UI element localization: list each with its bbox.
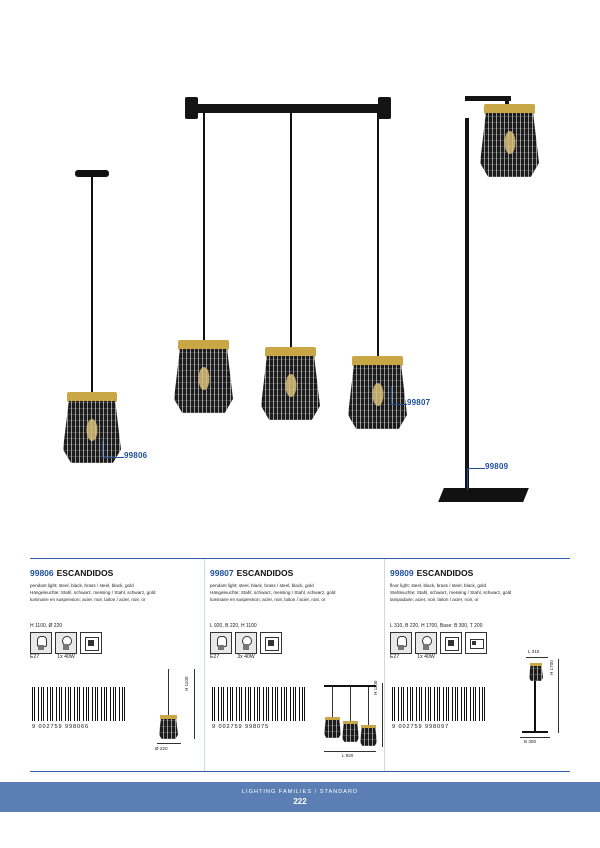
callout-99807 (407, 398, 430, 407)
code-number: 99809 (390, 568, 414, 578)
callout-label: 99809 (485, 462, 509, 471)
icon-labels (30, 654, 75, 660)
wattage-label: 1x 40W (417, 654, 435, 660)
shade-cage-3 (348, 365, 407, 429)
shade-cage (63, 401, 121, 463)
specification-table (30, 558, 570, 772)
product-code (30, 559, 200, 578)
code-number: 99807 (210, 568, 234, 578)
shade-cage (480, 113, 539, 177)
description-en: pendant light; steel, black, brass / steel, black, gold (210, 583, 314, 588)
icon-row (390, 632, 487, 654)
protection-class-icon (260, 632, 282, 654)
family-name: ESCANDIDOS (236, 568, 294, 578)
product-code (390, 559, 570, 578)
lamp-socket-icon (390, 632, 412, 654)
icon-labels (390, 654, 435, 660)
wattage-label: 1x 40W (57, 654, 75, 660)
dimensions: L 310, B 220, H 1700, Base: B 300, T 200 (390, 623, 483, 629)
code-number: 99806 (30, 568, 54, 578)
callout-label: 99806 (124, 451, 148, 460)
callout-99809 (485, 462, 508, 471)
product-column-99809 (390, 559, 570, 771)
switch-icon (465, 632, 487, 654)
bar-end-right (378, 97, 391, 119)
mounting-bar (188, 104, 388, 113)
socket-label: E27 (390, 654, 400, 660)
socket-label: E27 (210, 654, 220, 660)
icon-row (30, 632, 102, 654)
suspension-rod-1 (203, 112, 205, 340)
bulb-2 (285, 374, 296, 397)
lamp-socket-icon (30, 632, 52, 654)
shade-top-ring-3 (352, 356, 403, 366)
bulb-wattage-icon (55, 632, 77, 654)
barcode-number: 9 002759 998097 (392, 724, 450, 730)
bulb-wattage-icon (235, 632, 257, 654)
wattage-label: 3x 40W (237, 654, 255, 660)
icon-row (210, 632, 282, 654)
suspension-rod-3 (377, 112, 379, 356)
barcode-number: 9 002759 998075 (212, 724, 270, 730)
bulb-3 (372, 383, 383, 406)
family-name: ESCANDIDOS (56, 568, 114, 578)
suspension-rod-2 (290, 112, 292, 347)
dimension-drawing-99807: H 1100 L 920 (318, 667, 388, 749)
callout-99806 (124, 451, 147, 460)
callout-label: 99807 (407, 398, 431, 407)
protection-class-icon (80, 632, 102, 654)
bulb-wattage-icon (415, 632, 437, 654)
footer-title: LIGHTING FAMILIES / STANDARD (241, 788, 359, 795)
bar-end-left (185, 97, 198, 119)
shade-top-ring-1 (178, 340, 229, 350)
shade-top-ring-2 (265, 347, 316, 357)
column-divider-1 (204, 559, 205, 771)
description-de: Hängeleuchte; Stahl, schwarz, messing / Stahl, schwarz, gold (210, 590, 336, 595)
page-footer (0, 782, 600, 812)
shade-top-ring (484, 104, 535, 114)
dimension-drawing-99806: H 1100 Ø 220 (142, 669, 202, 749)
description-fr: luminaire en suspension; acier, noir, laiton / acier, noir, or (210, 597, 326, 602)
lamp-base (438, 488, 529, 502)
description-en: floor light; steel, black, brass / steel, black, gold (390, 583, 487, 588)
description-en: pendant light; steel, black, brass / steel, black, gold (30, 583, 134, 588)
product-column-99806 (30, 559, 200, 771)
lamp-pole (465, 118, 469, 490)
barcode-number: 9 002759 998066 (32, 724, 90, 730)
page-number: 222 (293, 796, 307, 806)
dimension-drawing-99809: L 310 H 1700 B 300 (508, 641, 570, 749)
shade-top-ring (67, 392, 117, 402)
description-fr: luminaire en suspension; acier, noir, laiton / acier, noir, or (30, 597, 146, 602)
product-code (210, 559, 380, 578)
barcode (212, 687, 308, 721)
product-column-99807 (210, 559, 380, 771)
family-name: ESCANDIDOS (416, 568, 474, 578)
description-de: Hängeleuchte; Stahl, schwarz, messing / Stahl, schwarz, gold (30, 590, 156, 595)
socket-label: E27 (30, 654, 40, 660)
lamp-socket-icon (210, 632, 232, 654)
protection-class-icon (440, 632, 462, 654)
barcode (392, 687, 488, 721)
barcode (32, 687, 128, 721)
shade-cage-2 (261, 356, 320, 420)
shade-cage-1 (174, 349, 233, 413)
dimensions: L 920, B 220, H 1100 (210, 623, 257, 629)
bulb (504, 131, 515, 154)
description-fr: lampadaire; acier, noir, laiton / acier, noir, or (390, 597, 479, 602)
suspension-rod (91, 176, 93, 392)
dimensions: H 1100, Ø 220 (30, 623, 63, 629)
icon-labels (210, 654, 255, 660)
description-de: Stehleuchte; Stahl, schwarz, messing / Stahl, schwarz, gold (390, 590, 512, 595)
bulb-1 (198, 367, 209, 390)
bulb (87, 419, 98, 441)
